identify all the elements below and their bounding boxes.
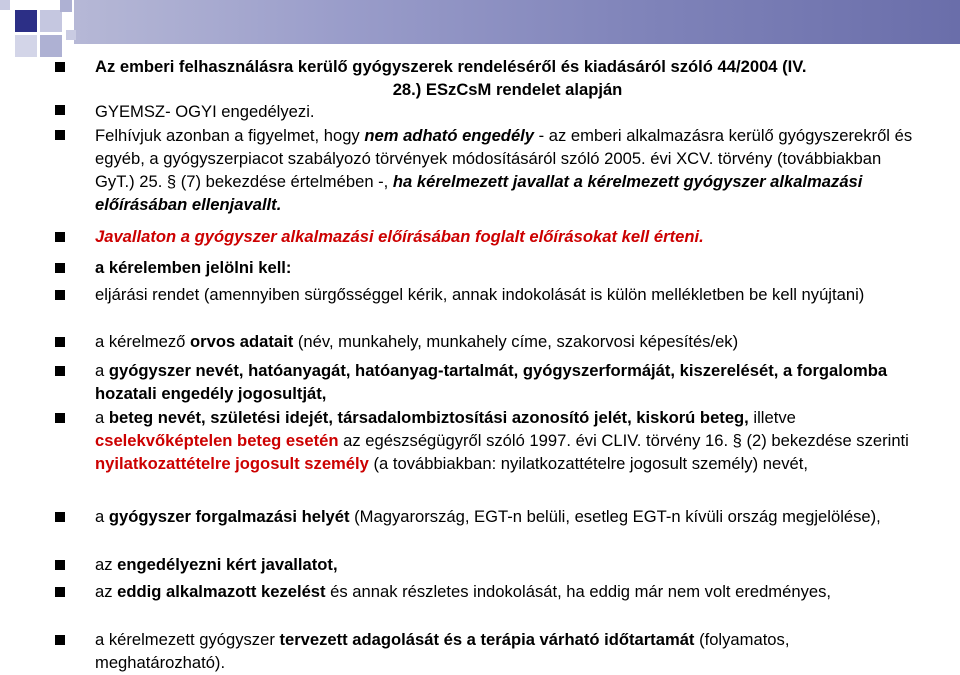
text-run: beteg nevét, születési idejét, társadalombiztosítási azonosító jelét, kiskorú beteg, <box>108 408 749 427</box>
text-run: a kérelmezett gyógyszer <box>95 630 280 649</box>
decor-square <box>66 30 76 40</box>
text-run: az <box>95 582 118 601</box>
bullet-text <box>95 406 920 475</box>
text-run: eddig alkalmazott kezelést <box>117 582 326 601</box>
text-run: ha kérelmezett javallat a kérelmezett gyógyszer alkalmazási előírásában ellenjavallt. <box>95 172 863 214</box>
bullet-square-icon <box>55 232 65 242</box>
text-run: eljárási rendet (amennyiben sürgősséggel kérik, annak indokolását is külön mellékletben be kell nyújtani) <box>95 285 865 304</box>
bullet-text <box>95 628 920 674</box>
text-run: az egészségügyről szóló 1997. évi CLIV. törvény 16. § (2) bekezdése szerinti <box>338 431 909 450</box>
text-run: az <box>95 555 118 574</box>
bullet-text <box>95 580 920 603</box>
decor-square <box>0 0 10 10</box>
text-line <box>95 78 920 101</box>
text-run: illetve <box>748 408 796 427</box>
bullet-text <box>95 330 920 353</box>
text-run: a kérelmező <box>95 332 190 351</box>
text-run: és annak részletes indokolását, ha eddig már nem volt eredményes, <box>325 582 832 601</box>
bullet-square-icon <box>55 130 65 140</box>
bullet-square-icon <box>55 263 65 273</box>
text-run: a <box>95 361 109 380</box>
text-run: tervezett adagolását és a terápia várható időtartamát <box>279 630 695 649</box>
text-run: a <box>95 507 109 526</box>
text-run: nyilatkozattételre jogosult személy <box>95 454 369 473</box>
bullet-square-icon <box>55 635 65 645</box>
decor-square <box>15 10 37 32</box>
bullet-square-icon <box>55 413 65 423</box>
text-run: a <box>95 408 109 427</box>
text-run: Felhívjuk azonban a figyelmet, hogy <box>95 126 365 145</box>
text-run: (a továbbiakban: nyilatkozattételre jogosult személy) nevét, <box>368 454 808 473</box>
bullet-square-icon <box>55 560 65 570</box>
text-run: - az emberi alkalmazásra kerülő gyógyszerekről és egyéb, a gyógyszerpiacot szabályozó törvények módosításáról szóló 2005. évi XCV. törvény (továbbiakban GyT.) 25. § (7) bekezdése értelmében -, <box>95 126 913 191</box>
text-run: a kérelemben jelölni kell: <box>95 258 292 277</box>
text-run: (Magyarország, EGT-n belüli, esetleg EGT-n kívüli ország megjelölése), <box>349 507 881 526</box>
bullet-square-icon <box>55 587 65 597</box>
text-run: orvos adatait <box>190 332 294 351</box>
text-run: cselekvőképtelen beteg esetén <box>95 431 339 450</box>
bullet-square-icon <box>55 62 65 72</box>
bullet-text <box>95 55 920 101</box>
decor-square <box>60 0 72 12</box>
decor-square <box>40 10 62 32</box>
text-run: engedélyezni kért javallatot, <box>117 555 338 574</box>
text-run: nem adható engedély <box>364 126 535 145</box>
decor-square <box>40 35 62 57</box>
bullet-text <box>95 100 920 123</box>
text-run: (folyamatos, meghatározható). <box>95 630 790 672</box>
bullet-square-icon <box>55 366 65 376</box>
text-run: Javallaton a gyógyszer alkalmazási előírásában foglalt előírásokat kell érteni. <box>95 227 704 246</box>
text-run: 28.) ESzCsM rendelet alapján <box>392 80 623 99</box>
text-run: (név, munkahely, munkahely címe, szakorvosi képesítés/ek) <box>293 332 739 351</box>
bullet-text <box>95 225 920 248</box>
bullet-square-icon <box>55 290 65 300</box>
decor-square <box>15 35 37 57</box>
text-run: gyógyszer nevét, hatóanyagát, hatóanyag-tartalmát, gyógyszerformáját, kiszerelését, a forgalomba hozatali engedély jogosultját, <box>95 361 888 403</box>
bullet-text <box>95 283 920 306</box>
bullet-text <box>95 359 920 405</box>
bullet-square-icon <box>55 512 65 522</box>
bullet-text <box>95 124 920 216</box>
text-run: gyógyszer forgalmazási helyét <box>108 507 350 526</box>
header-gradient-bar <box>74 0 960 44</box>
bullet-text <box>95 505 920 528</box>
bullet-text <box>95 256 920 279</box>
text-run: GYEMSZ- OGYI engedélyezi. <box>95 102 315 121</box>
bullet-text <box>95 553 920 576</box>
text-run: Az emberi felhasználásra kerülő gyógyszerek rendeléséről és kiadásáról szóló 44/2004 (IV. <box>95 57 807 76</box>
bullet-square-icon <box>55 105 65 115</box>
bullet-square-icon <box>55 337 65 347</box>
